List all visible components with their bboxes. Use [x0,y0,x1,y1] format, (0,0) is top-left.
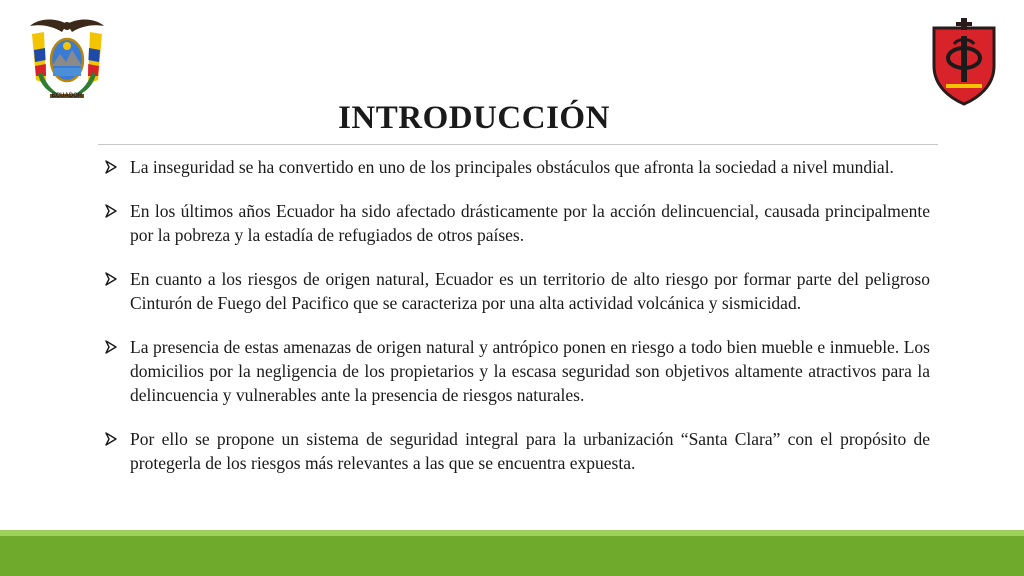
arrow-bullet-icon [104,427,130,451]
arrow-bullet-icon [104,155,130,179]
arrow-bullet-icon [104,267,130,291]
ecuador-caption: ECUADOR [51,93,83,99]
bullet-text: La presencia de estas amenazas de origen natural y antrópico ponen en riesgo a todo bien mueble e inmueble. Los domicilios por la negligencia de los propietarios y la escasa seguridad son objetivos altamente atractivos para la delincuencia y vulnerables ante la presencia de riesgos naturales. [130,337,930,405]
arrow-bullet-icon [104,335,130,359]
list-item [104,427,930,475]
list-item [104,199,930,247]
bullet-text: La inseguridad se ha convertido en uno de los principales obstáculos que afronta la sociedad a nivel mundial. [130,157,894,177]
bullet-list [104,155,930,495]
title-divider [98,144,938,145]
bullet-text: En cuanto a los riesgos de origen natural, Ecuador es un territorio de alto riesgo por formar parte del peligroso Cinturón de Fuego del Pacifico que se caracteriza por una alta actividad volcánica y sismicidad. [130,269,930,313]
arrow-bullet-icon [104,199,130,223]
slide-title: INTRODUCCIÓN [338,100,610,136]
bullet-text: En los últimos años Ecuador ha sido afectado drásticamente por la acción delincuencial, causada principalmente por la pobreza y la estadía de refugiados de otros países. [130,201,930,245]
bullet-text: Por ello se propone un sistema de seguridad integral para la urbanización “Santa Clara” con el propósito de protegerla de los riesgos más relevantes a las que se encuentra expuesta. [130,429,930,473]
military-academy-shield-logo [928,14,1000,106]
list-item [104,267,930,315]
list-item [104,155,930,179]
list-item [104,335,930,407]
footer-band-dark [0,536,1024,576]
